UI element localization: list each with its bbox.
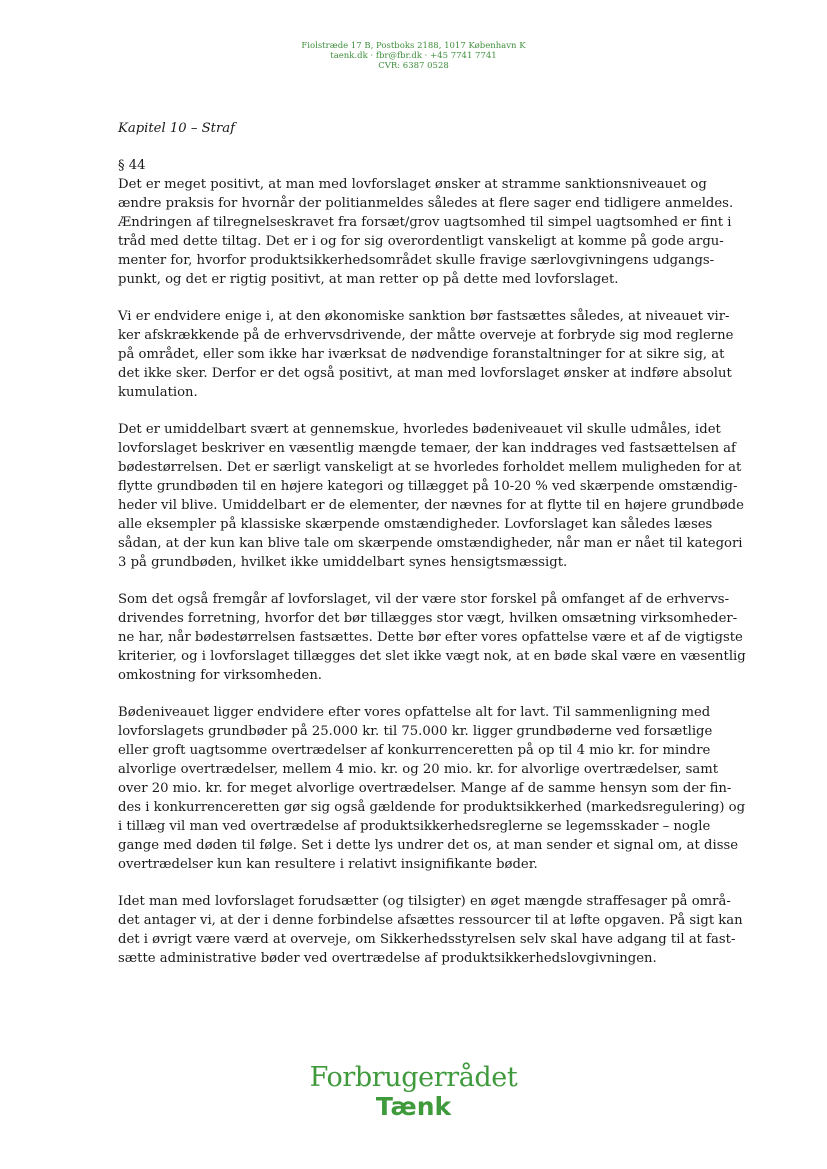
paragraph-line: ændre praksis for hvornår der politianmeldes således at flere sager end tidligere anmeldes. <box>118 196 734 211</box>
body-paragraph <box>118 590 746 685</box>
body-paragraph <box>118 892 743 968</box>
paragraph-line: på området, eller som ikke har iværksat de nødvendige foranstaltninger for at sikre sig, at <box>118 347 725 362</box>
paragraph-line: alle eksempler på klassiske skærpende omstændigheder. Lovforslaget kan således læses <box>118 517 713 532</box>
body-paragraph <box>118 175 734 289</box>
paragraph-line: i tillæg vil man ved overtrædelse af produktsikkerhedsreglerne se legemsskader – nogle <box>118 819 711 834</box>
body-paragraph <box>118 703 746 874</box>
paragraph-line: kriterier, og i lovforslaget tillægges det slet ikke vægt nok, at en bøde skal være en væsentlig <box>118 649 746 664</box>
paragraph-line: flytte grundbøden til en højere kategori og tillægget på 10-20 % ved skærpende omstændig- <box>118 479 738 494</box>
forbrugerraadet-taenk-logo <box>0 1063 827 1120</box>
paragraph-line: punkt, og det er rigtig positivt, at man retter op på dette med lovforslaget. <box>118 272 619 287</box>
paragraph-line: Vi er endvidere enige i, at den økonomiske sanktion bør fastsættes således, at niveauet vir- <box>118 309 730 324</box>
paragraph-line: ne har, når bødestørrelsen fastsættes. Dette bør efter vores opfattelse være et af de vigtigste <box>118 630 743 645</box>
paragraph-line: over 20 mio. kr. for meget alvorlige overtrædelser. Mange af de samme hensyn som der fin- <box>118 781 732 796</box>
paragraphs <box>118 175 746 968</box>
paragraph-line: ker afskrækkende på de erhvervsdrivende, der måtte overveje at forbryde sig mod reglerne <box>118 328 734 343</box>
logo-line-2: Tænk <box>375 1092 452 1121</box>
paragraph-line: sådan, at der kun kan blive tale om skærpende omstændigheder, når man er nået til kategori <box>118 536 743 551</box>
paragraph-line: Ændringen af tilregnelseskravet fra forsæt/grov uagtsomhed til simpel uagtsomhed er fint i <box>118 215 732 230</box>
logo-line-1: Forbrugerrådet <box>309 1062 518 1093</box>
paragraph-line: lovforslagets grundbøder på 25.000 kr. til 75.000 kr. ligger grundbøderne ved forsætlige <box>118 724 713 739</box>
letterhead <box>0 41 827 71</box>
paragraph-line: Som det også fremgår af lovforslaget, vil der være stor forskel på omfanget af de erhvervs- <box>118 592 730 607</box>
paragraph-line: drivendes forretning, hvorfor det bør tillægges stor vægt, hvilken omsætning virksomheder- <box>118 611 738 626</box>
paragraph-line: kumulation. <box>118 385 198 400</box>
paragraph-line: det antager vi, at der i denne forbindelse afsættes ressourcer til at løfte opgaven. På sigt kan <box>118 913 743 928</box>
section-number: § 44 <box>118 158 146 173</box>
paragraph-line: Bødeniveauet ligger endvidere efter vores opfattelse alt for lavt. Til sammenligning med <box>118 705 711 720</box>
paragraph-line: eller groft uagtsomme overtrædelser af konkurrenceretten på op til 4 mio kr. for mindre <box>118 743 711 758</box>
paragraph-line: heder vil blive. Umiddelbart er de elementer, der nævnes for at flytte til en højere grundbøde <box>118 498 744 513</box>
body-paragraph <box>118 307 734 402</box>
paragraph-line: lovforslaget beskriver en væsentlig mængde temaer, der kan inddrages ved fastsættelsen af <box>118 441 736 456</box>
paragraph-line: alvorlige overtrædelser, mellem 4 mio. kr. og 20 mio. kr. for alvorlige overtrædelser, samt <box>118 762 719 777</box>
chapter-title: Kapitel 10 – Straf <box>118 121 236 136</box>
paragraph-line: overtrædelser kun kan resultere i relativt insignifikante bøder. <box>118 857 538 872</box>
letterhead-cvr: CVR: 6387 0528 <box>378 61 449 71</box>
paragraph-line: bødestørrelsen. Det er særligt vanskeligt at se hvorledes forholdet mellem muligheden for at <box>118 460 742 475</box>
paragraph-line: det i øvrigt være værd at overveje, om Sikkerhedsstyrelsen selv skal have adgang til at fast- <box>118 932 736 947</box>
paragraph-line: Det er meget positivt, at man med lovforslaget ønsker at stramme sanktionsniveauet og <box>118 177 707 192</box>
body-paragraph <box>118 420 744 572</box>
paragraph-line: menter for, hvorfor produktsikkerhedsområdet skulle fravige særlovgivningens udgangs- <box>118 253 715 268</box>
paragraph-line: des i konkurrenceretten gør sig også gældende for produktsikkerhed (markedsregulering) og <box>118 800 746 815</box>
paragraph-line: Det er umiddelbart svært at gennemskue, hvorledes bødeniveauet vil skulle udmåles, idet <box>118 422 721 437</box>
paragraph-line: sætte administrative bøder ved overtrædelse af produktsikkerhedslovgivningen. <box>118 951 657 966</box>
paragraph-line: Idet man med lovforslaget forudsætter (og tilsigter) en øget mængde straffesager på områ- <box>118 894 731 909</box>
paragraph-line: omkostning for virksomheden. <box>118 668 323 683</box>
paragraph-line: gange med døden til følge. Set i dette lys undrer det os, at man sender et signal om, at disse <box>118 838 739 853</box>
letterhead-contact: taenk.dk · fbr@fbr.dk · +45 7741 7741 <box>330 51 497 61</box>
document-body <box>118 119 746 986</box>
paragraph-line: 3 på grundbøden, hvilket ikke umiddelbart synes hensigtsmæssigt. <box>118 555 568 570</box>
paragraph-line: tråd med dette tiltag. Det er i og for sig overordentligt vanskeligt at komme på gode argu- <box>118 234 724 249</box>
paragraph-line: det ikke sker. Derfor er det også positivt, at man med lovforslaget ønsker at indføre absolut <box>118 366 732 381</box>
letterhead-address: Fiolstræde 17 B, Postboks 2188, 1017 København K <box>301 41 526 51</box>
